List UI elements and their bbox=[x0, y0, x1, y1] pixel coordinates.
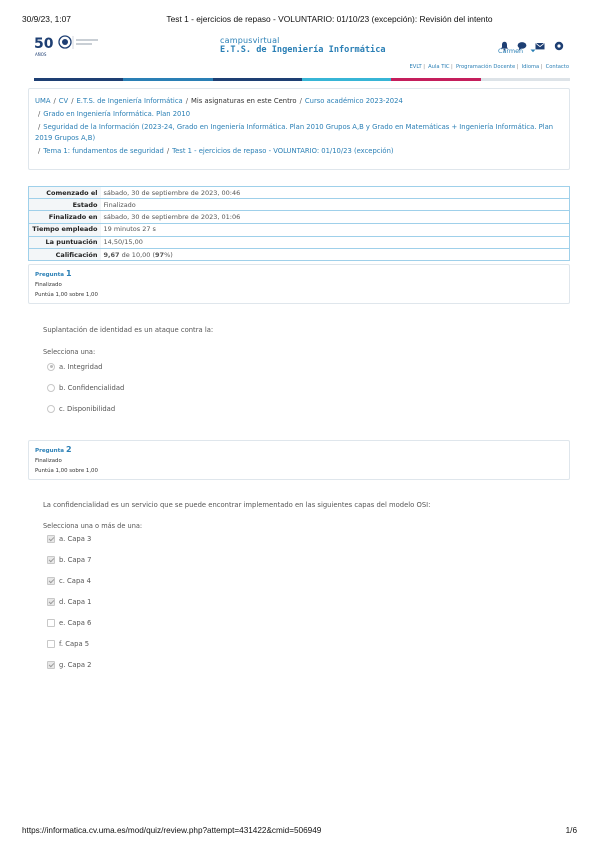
summary-label: La puntuación bbox=[29, 236, 101, 248]
answer-option[interactable] bbox=[47, 612, 92, 633]
answer-option[interactable] bbox=[47, 591, 92, 612]
summary-row bbox=[29, 199, 570, 211]
question-number bbox=[35, 445, 563, 456]
radio-button[interactable] bbox=[47, 384, 55, 392]
brand-color-bar bbox=[34, 78, 570, 81]
settings-icon[interactable] bbox=[554, 36, 564, 46]
user-menu[interactable] bbox=[498, 47, 536, 55]
question-number-value: 1 bbox=[66, 269, 72, 278]
summary-label: Estado bbox=[29, 199, 101, 211]
answer-label: b. Capa 7 bbox=[59, 555, 92, 564]
summary-row bbox=[29, 236, 570, 248]
checkbox[interactable] bbox=[47, 535, 55, 543]
summary-value: 19 minutos 27 s bbox=[101, 223, 570, 236]
user-toolbar bbox=[498, 36, 568, 58]
breadcrumb-line: / Seguridad de la Información (2023-24, Grado en Ingeniería Informática. Plan 2010 Grupos A,B y Grado en Matemáticas + Ingeniería Informática. Plan 2019 Grupos A,B) bbox=[35, 123, 554, 142]
answer-label: f. Capa 5 bbox=[59, 639, 90, 648]
radio-button[interactable] bbox=[47, 405, 55, 413]
answer-option[interactable] bbox=[47, 654, 92, 675]
summary-label: Tiempo empleado bbox=[29, 223, 101, 236]
answer-prompt: Selecciona una: bbox=[43, 348, 96, 356]
breadcrumb-line: / Tema 1: fundamentos de seguridad / Test 1 - ejercicios de repaso - VOLUNTARIO: 01/10/23 (excepción) bbox=[38, 147, 394, 155]
checkbox[interactable] bbox=[47, 556, 55, 564]
question-number bbox=[35, 269, 563, 280]
color-segment bbox=[34, 78, 123, 81]
question-grade: Puntúa 1,00 sobre 1,00 bbox=[35, 292, 98, 298]
answer-label: d. Capa 1 bbox=[59, 597, 92, 606]
answer-prompt: Selecciona una o más de una: bbox=[43, 522, 143, 530]
link-contacto[interactable]: Contacto bbox=[545, 64, 569, 70]
breadcrumb-grado[interactable]: Grado en Ingeniería Informática. Plan 2010 bbox=[43, 110, 191, 118]
answer-label: g. Capa 2 bbox=[59, 660, 92, 669]
summary-value bbox=[101, 248, 570, 260]
uma-50-anniversary-logo[interactable] bbox=[34, 33, 114, 57]
link-aula-tic[interactable]: Aula TIC bbox=[428, 64, 450, 70]
question-info bbox=[28, 264, 570, 304]
logo-number: 50 bbox=[34, 36, 54, 52]
grade-value: 9,67 bbox=[103, 250, 120, 259]
question-state: Finalizado bbox=[35, 282, 62, 288]
answer-label: c. Disponibilidad bbox=[59, 404, 116, 413]
link-evlt[interactable]: EVLT bbox=[409, 64, 422, 70]
print-document-title: Test 1 - ejercicios de repaso - VOLUNTARIO: 01/10/23 (excepción): Revisión del intento bbox=[166, 14, 493, 24]
question-number-value: 2 bbox=[66, 445, 72, 454]
color-segment bbox=[123, 78, 212, 81]
attempt-summary-table bbox=[28, 186, 570, 261]
summary-row bbox=[29, 248, 570, 260]
color-segment bbox=[481, 78, 570, 81]
answer-label: b. Confidencialidad bbox=[59, 383, 125, 392]
bell-icon[interactable] bbox=[500, 36, 510, 46]
color-segment bbox=[213, 78, 302, 81]
print-url: https://informatica.cv.uma.es/mod/quiz/review.php?attempt=431422&cmid=506949 bbox=[22, 826, 322, 835]
answer-label: e. Capa 6 bbox=[59, 618, 92, 627]
checkbox[interactable] bbox=[47, 640, 55, 648]
answer-label: a. Capa 3 bbox=[59, 534, 92, 543]
breadcrumb bbox=[28, 88, 570, 170]
answer-list bbox=[47, 356, 124, 419]
user-name: Carmen bbox=[498, 47, 524, 55]
answer-option[interactable] bbox=[47, 398, 124, 419]
breadcrumb-test[interactable]: Test 1 - ejercicios de repaso - VOLUNTARIO: 01/10/23 (excepción) bbox=[172, 147, 394, 155]
answer-label: c. Capa 4 bbox=[59, 576, 91, 585]
answer-label: a. Integridad bbox=[59, 362, 103, 371]
grade-max: de 10,00 ( bbox=[119, 250, 156, 259]
summary-value: 14,50/15,00 bbox=[101, 236, 570, 248]
answer-option[interactable] bbox=[47, 549, 92, 570]
top-links: EVLT | Aula TIC | Programación Docente | Idioma | Contacto bbox=[409, 64, 569, 70]
mail-icon[interactable] bbox=[535, 36, 545, 46]
summary-value: sábado, 30 de septiembre de 2023, 00:46 bbox=[101, 187, 570, 199]
question-label: Pregunta bbox=[35, 448, 65, 454]
checkbox[interactable] bbox=[47, 598, 55, 606]
checkbox[interactable] bbox=[47, 661, 55, 669]
answer-option[interactable] bbox=[47, 377, 124, 398]
brand-title: E.T.S. de Ingeniería Informática bbox=[220, 45, 386, 55]
print-date: 30/9/23, 1:07 bbox=[22, 14, 71, 24]
question-label: Pregunta bbox=[35, 272, 65, 278]
summary-label: Comenzado el bbox=[29, 187, 101, 199]
summary-value: Finalizado bbox=[101, 199, 570, 211]
radio-button[interactable] bbox=[47, 363, 55, 371]
campus-brand[interactable] bbox=[220, 36, 386, 55]
grade-percent-sign: %) bbox=[164, 250, 173, 259]
chat-icon[interactable] bbox=[517, 36, 527, 46]
summary-row bbox=[29, 211, 570, 223]
checkbox[interactable] bbox=[47, 577, 55, 585]
answer-option[interactable] bbox=[47, 356, 124, 377]
question-grade: Puntúa 1,00 sobre 1,00 bbox=[35, 468, 98, 474]
question-text: La confidencialidad es un servicio que se puede encontrar implementado en las siguientes capas del modelo OSI: bbox=[43, 501, 431, 509]
breadcrumb-ets[interactable]: E.T.S. de Ingeniería Informática bbox=[76, 97, 183, 105]
color-segment bbox=[391, 78, 480, 81]
breadcrumb-uma[interactable]: UMA bbox=[35, 97, 51, 105]
summary-label: Calificación bbox=[29, 248, 101, 260]
link-idioma[interactable]: Idioma bbox=[521, 64, 540, 70]
breadcrumb-cv[interactable]: CV bbox=[58, 97, 69, 105]
question-info bbox=[28, 440, 570, 480]
checkbox[interactable] bbox=[47, 619, 55, 627]
breadcrumb-seguridad[interactable]: Seguridad de la Información (2023-24, Grado en Ingeniería Informática. Plan 2010 Grupos A,B y Grado en Matemáticas + Ingeniería Informática. Plan 2019 Grupos A,B) bbox=[35, 123, 554, 142]
answer-option[interactable] bbox=[47, 528, 92, 549]
answer-list bbox=[47, 528, 92, 675]
question-state: Finalizado bbox=[35, 458, 62, 464]
chevron-down-icon bbox=[530, 47, 536, 55]
breadcrumb-curso[interactable]: Curso académico 2023-2024 bbox=[304, 97, 403, 105]
breadcrumb-tema[interactable]: Tema 1: fundamentos de seguridad bbox=[43, 147, 164, 155]
logo-caption: AÑOS bbox=[35, 52, 47, 57]
answer-option[interactable] bbox=[47, 570, 92, 591]
link-programacion-docente[interactable]: Programación Docente bbox=[455, 64, 516, 70]
print-footer bbox=[22, 826, 577, 838]
summary-row bbox=[29, 223, 570, 236]
breadcrumb-mis-asignaturas: Mis asignaturas en este Centro bbox=[191, 97, 297, 105]
summary-row bbox=[29, 187, 570, 199]
question-text: Suplantación de identidad es un ataque contra la: bbox=[43, 326, 214, 334]
print-page-number: 1/6 bbox=[565, 826, 577, 835]
breadcrumb-line: / Grado en Ingeniería Informática. Plan 2010 bbox=[38, 110, 191, 118]
breadcrumb-line: UMA / CV / E.T.S. de Ingeniería Informática / Mis asignaturas en este Centro / Curso académico 2023-2024 bbox=[35, 97, 403, 105]
color-segment bbox=[302, 78, 391, 81]
print-header bbox=[22, 14, 577, 26]
brand-subtitle: campusvirtual bbox=[220, 36, 280, 45]
grade-percent: 97 bbox=[155, 250, 165, 259]
summary-value: sábado, 30 de septiembre de 2023, 01:06 bbox=[101, 211, 570, 223]
summary-label: Finalizado en bbox=[29, 211, 101, 223]
answer-option[interactable] bbox=[47, 633, 92, 654]
